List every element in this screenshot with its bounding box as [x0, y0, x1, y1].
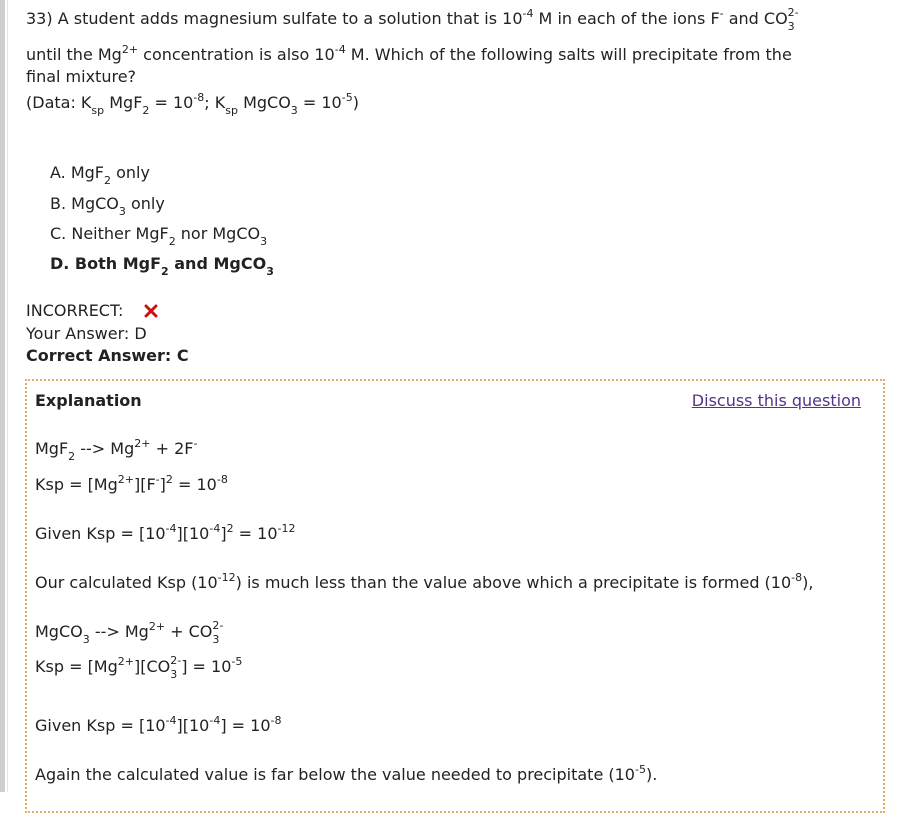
question-line-1: 33) A student adds magnesium sulfate to a solution that is $10^{-4}$ M in each of the ions F- and $CO_3^{2-}$ [26, 6, 799, 33]
explanation-given-mgco3: Given Ksp = $[10^{-4}][10^{-4}] = 10^{-8}$ [35, 714, 282, 735]
discuss-question-link[interactable]: Discuss this question [691, 391, 861, 410]
explanation-conclusion-mgco3: Again the calculated value is far below the value needed to precipitate $(10^{-5})$. [35, 763, 658, 784]
choice-a[interactable]: A. MgF$_2$ only [50, 163, 150, 187]
question-line-2: until the $Mg^{2+}$ concentration is also $10^{-4}$ M. Which of the following salts will precipitate from the [26, 43, 792, 64]
choice-d-selected[interactable]: D. Both MgF$_2$ and MgCO$_3$ [50, 254, 274, 278]
left-gutter-bar [0, 0, 5, 792]
question-data-line: (Data: $K_{sp}$ $MgF_2 = 10^{-8}$; $K_{sp}$ MgCO$_3$ = $10^{-5}$) [26, 91, 359, 117]
question-line-3: final mixture? [26, 67, 137, 86]
explanation-given-mgf2: Given Ksp = $[10^{-4}][10^{-4}]^2 = 10^{-12}$ [35, 522, 296, 543]
explanation-eq-mgco3: MgCO$_3$ --> $Mg^{2+} + CO_3^{2-}$ [35, 619, 224, 646]
explanation-title: Explanation [35, 391, 142, 410]
result-status-label: INCORRECT: [26, 301, 124, 320]
left-gutter-line [7, 0, 8, 792]
your-answer: Your Answer: D [26, 324, 147, 343]
red-x-icon [144, 304, 158, 318]
correct-answer: Correct Answer: C [26, 346, 189, 365]
explanation-eq-mgf2: MgF$_2$ --> $Mg^{2+} + 2F^-$ [35, 437, 198, 463]
choice-c[interactable]: C. Neither MgF$_2$ nor MgCO$_3$ [50, 224, 268, 248]
explanation-ksp-mgco3: Ksp = $[Mg^{2+}][CO_3^{2-}] = 10^{-5}$ [35, 654, 243, 681]
question-number: 33) [26, 9, 53, 28]
explanation-panel [25, 379, 885, 813]
result-status [26, 301, 123, 321]
choice-b[interactable]: B. MgCO$_3$ only [50, 194, 165, 218]
explanation-conclusion-mgf2: Our calculated Ksp $(10^{-12})$ is much less than the value above which a precipitate is formed $(10^{-8})$, [35, 571, 814, 592]
explanation-ksp-mgf2: Ksp = $[Mg^{2+}][F^-]^2 = 10^{-8}$ [35, 473, 228, 494]
